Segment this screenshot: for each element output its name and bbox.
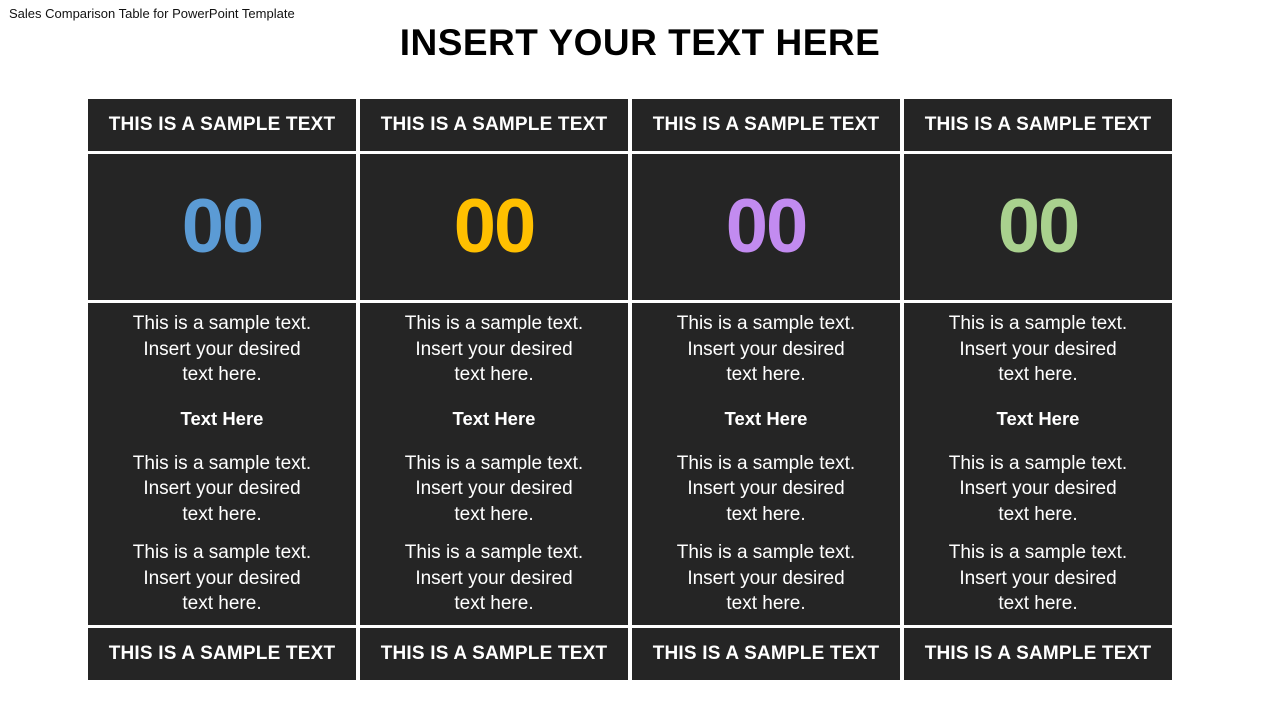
comparison-table: [88, 99, 1173, 679]
number-cell-1: [88, 154, 356, 300]
paragraph: [117, 311, 327, 388]
text-line: Insert your desired: [143, 567, 301, 589]
column-header-2: THIS IS A SAMPLE TEXT: [360, 99, 628, 151]
text-line: Insert your desired: [687, 478, 845, 499]
column-footer-3: THIS IS A SAMPLE TEXT: [632, 628, 900, 680]
body-cell-1: [88, 303, 356, 625]
paragraph: [389, 540, 599, 617]
paragraph: [389, 451, 599, 528]
body-cell-2: [360, 303, 628, 625]
number-cell-3: [632, 154, 900, 300]
subheading: Text Here: [180, 407, 264, 429]
text-line: Insert your desired: [415, 478, 573, 499]
big-number-3: 00: [725, 184, 807, 269]
subheading: Text Here: [452, 407, 536, 429]
column-header-4: THIS IS A SAMPLE TEXT: [904, 99, 1172, 151]
text-line: This is a sample text.: [676, 313, 856, 334]
slide-title: INSERT YOUR TEXT HERE: [399, 22, 881, 63]
text-line: Insert your desired: [687, 338, 845, 360]
text-line: Insert your desired: [959, 338, 1117, 360]
paragraph: [933, 540, 1143, 617]
text-line: Insert your desired: [959, 478, 1117, 499]
paragraph: [661, 451, 871, 528]
text-line: text here.: [182, 593, 262, 614]
text-line: text here.: [182, 503, 262, 525]
paragraph: [661, 540, 871, 617]
text-line: This is a sample text.: [404, 542, 584, 563]
number-cell-2: [360, 154, 628, 300]
text-line: This is a sample text.: [132, 542, 312, 563]
text-line: text here.: [454, 503, 534, 525]
text-line: Insert your desired: [687, 567, 845, 589]
slide-caption: Sales Comparison Table for PowerPoint Template: [9, 6, 295, 21]
paragraph: [117, 540, 327, 617]
big-number-1: 00: [181, 184, 263, 269]
column-header-3: THIS IS A SAMPLE TEXT: [632, 99, 900, 151]
text-line: This is a sample text.: [676, 542, 856, 563]
number-cell-4: [904, 154, 1172, 300]
text-line: This is a sample text.: [676, 452, 856, 474]
column-footer-2: THIS IS A SAMPLE TEXT: [360, 628, 628, 680]
subheading: Text Here: [996, 407, 1080, 429]
text-line: This is a sample text.: [404, 452, 584, 474]
big-number-4: 00: [997, 184, 1079, 269]
text-line: text here.: [998, 503, 1078, 525]
paragraph: [389, 311, 599, 388]
paragraph: [117, 451, 327, 528]
text-line: text here.: [998, 364, 1078, 385]
text-line: This is a sample text.: [948, 452, 1128, 474]
text-line: text here.: [726, 503, 806, 525]
column-footer-4: THIS IS A SAMPLE TEXT: [904, 628, 1172, 680]
text-line: text here.: [726, 364, 806, 385]
text-line: text here.: [998, 593, 1078, 614]
paragraph: [933, 451, 1143, 528]
big-number-2: 00: [453, 184, 535, 269]
column-footer-1: THIS IS A SAMPLE TEXT: [88, 628, 356, 680]
body-cell-4: [904, 303, 1172, 625]
text-line: text here.: [726, 593, 806, 614]
text-line: This is a sample text.: [948, 542, 1128, 563]
column-header-1: THIS IS A SAMPLE TEXT: [88, 99, 356, 151]
body-cell-3: [632, 303, 900, 625]
text-line: text here.: [454, 593, 534, 614]
text-line: Insert your desired: [415, 567, 573, 589]
text-line: Insert your desired: [959, 567, 1117, 589]
text-line: This is a sample text.: [404, 313, 584, 334]
text-line: This is a sample text.: [132, 313, 312, 334]
paragraph: [933, 311, 1143, 388]
text-line: Insert your desired: [143, 478, 301, 499]
text-line: This is a sample text.: [948, 313, 1128, 334]
text-line: Insert your desired: [415, 338, 573, 360]
text-line: text here.: [182, 364, 262, 385]
text-line: This is a sample text.: [132, 452, 312, 474]
text-line: text here.: [454, 364, 534, 385]
paragraph: [661, 311, 871, 388]
subheading: Text Here: [724, 407, 808, 429]
text-line: Insert your desired: [143, 338, 301, 360]
